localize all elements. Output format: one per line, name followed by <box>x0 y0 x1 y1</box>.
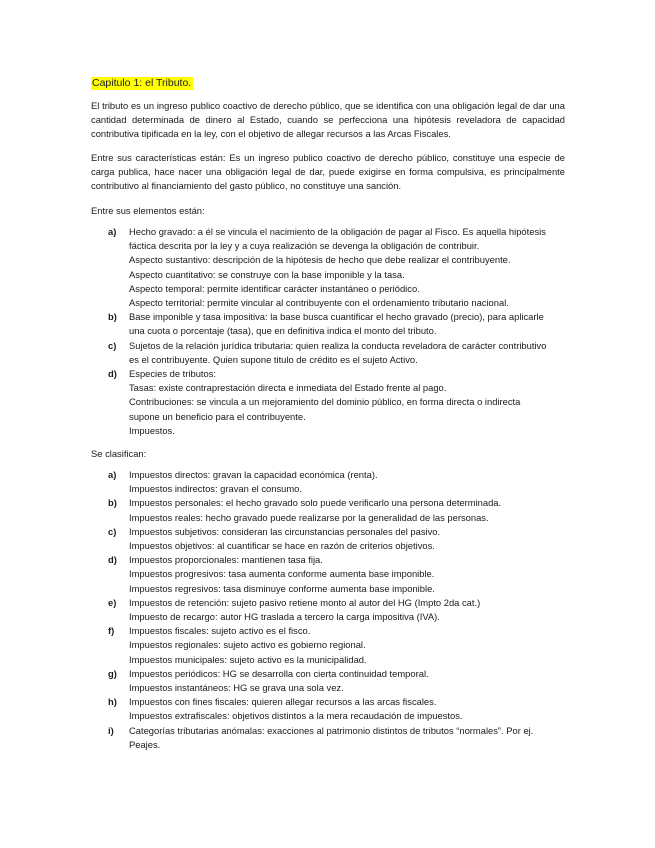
classification-item <box>91 553 565 596</box>
list-marker: a) <box>108 226 117 237</box>
list-item-line: fáctica descrita por la ley y a cuya realización se devenga la obligación de contribuir. <box>129 240 480 252</box>
elements-list <box>91 225 565 438</box>
element-item <box>91 367 565 438</box>
list-item-line: Base imponible y tasa impositiva: la base busca cuantificar el hecho gravado (precio), para aplicarle <box>129 311 544 323</box>
list-item-line: Categorías tributarias anómalas: exacciones al patrimonio distintos de tributos “normales”. Por ej. <box>129 724 534 736</box>
list-item-line: Peajes. <box>129 738 161 750</box>
classification-list <box>91 468 565 752</box>
list-item-line: Aspecto sustantivo: descripción de la hipótesis de hecho que debe realizar el contribuyente. <box>129 254 511 266</box>
list-marker: b) <box>108 497 117 509</box>
list-item-line: Contribuciones: se vincula a un mejoramiento del dominio público, en forma directa o indirecta <box>129 396 521 408</box>
list-item-line: Impuestos con fines fiscales: quieren allegar recursos a las arcas fiscales. <box>129 696 437 708</box>
list-marker: g) <box>108 667 117 679</box>
list-marker: d) <box>108 554 117 566</box>
classification-item <box>91 624 565 667</box>
classification-item <box>91 695 565 723</box>
list-marker: i) <box>108 724 114 736</box>
classification-item <box>91 525 565 553</box>
list-marker: h) <box>108 696 117 708</box>
elements-heading: Entre sus elementos están: <box>91 205 205 216</box>
list-item-line: Impuestos indirectos: gravan el consumo. <box>129 483 303 495</box>
list-marker: f) <box>108 625 115 637</box>
classification-item <box>91 596 565 624</box>
list-item-line: Aspecto temporal: permite identificar carácter instantáneo o periódico. <box>129 282 420 294</box>
list-item-line: Impuestos extrafiscales: objetivos distintos a la mera recaudación de impuestos. <box>129 710 463 722</box>
list-item-line: una cuota o porcentaje (tasa), que en definitiva indica el monto del tributo. <box>129 325 437 337</box>
classification-item <box>91 724 565 752</box>
element-item <box>91 310 565 338</box>
list-item-line: Impuestos reales: hecho gravado puede realizarse por la generalidad de las personas. <box>129 511 489 523</box>
element-item <box>91 225 565 310</box>
list-marker: a) <box>108 469 117 480</box>
list-marker: b) <box>108 311 117 323</box>
list-item-line: Impuestos progresivos: tasa aumenta conforme aumenta base imponible. <box>129 568 435 580</box>
characteristics-paragraph: Entre sus características están: Es un ingreso publico coactivo de derecho público, constituye una especie de carga publica, hace nacer una obligación legal de dar, puede exigirse en forma compulsiva, es principalmente contributivo al financiamiento del gasto público, no constituye una sanción. <box>91 152 565 191</box>
classification-item <box>91 496 565 524</box>
list-item-line: Impuestos proporcionales: mantienen tasa fija. <box>129 554 323 566</box>
list-item-line: Impuestos fiscales: sujeto activo es el fisco. <box>129 625 311 637</box>
list-item-line: Impuestos objetivos: al cuantificar se hace en razón de criterios objetivos. <box>129 540 435 552</box>
list-item-line: Tasas: existe contraprestación directa e inmediata del Estado frente al pago. <box>129 382 447 394</box>
list-item-line: Impuestos regresivos: tasa disminuye conforme aumenta base imponible. <box>129 582 435 594</box>
list-item-line: Sujetos de la relación jurídica tributaria: quien realiza la conducta reveladora de carácter contributivo <box>129 339 547 351</box>
list-item-line: Impuestos subjetivos: consideran las circunstancias personales del pasivo. <box>129 525 441 537</box>
classification-item <box>91 468 565 496</box>
list-item-line: Impuestos directos: gravan la capacidad económica (renta). <box>129 469 378 480</box>
chapter-title: Capitulo 1: el Tributo. <box>92 77 192 89</box>
list-item-line: Especies de tributos: <box>129 368 217 380</box>
list-item-line: Impuestos municipales: sujeto activo es la municipalidad. <box>129 653 367 665</box>
intro-paragraph: El tributo es un ingreso publico coactivo de derecho público, que se identifica con una obligación legal de dar una cantidad determinada de dinero al Estado, cuando se perfecciona una hipótesis reveladora de capacidad contributiva tipificada en la ley, con el objetivo de allegar recursos a las Arcas Fiscales. <box>91 100 565 139</box>
list-marker: e) <box>108 596 117 608</box>
list-item-line: Impuestos. <box>129 424 175 436</box>
list-item-line: Impuestos personales: el hecho gravado solo puede verificarlo una persona determinada. <box>129 497 502 509</box>
list-item-line: Impuesto de recargo: autor HG traslada a tercero la carga impositiva (IVA). <box>129 611 440 623</box>
list-marker: c) <box>108 339 117 351</box>
list-marker: c) <box>108 525 117 537</box>
list-item-line: Hecho gravado: a él se vincula el nacimiento de la obligación de pagar al Fisco. Es aquella hipótesis <box>129 226 546 237</box>
list-item-line: Aspecto cuantitativo: se construye con la base imponible y la tasa. <box>129 268 405 280</box>
list-item-line: es el contribuyente. Quien supone titulo de crédito es el sujeto Activo. <box>129 353 418 365</box>
list-item-line: Impuestos instantáneos: HG se grava una sola vez. <box>129 682 344 694</box>
classification-heading: Se clasifican: <box>91 448 147 459</box>
list-item-line: supone un beneficio para el contribuyente. <box>129 410 306 422</box>
list-item-line: Impuestos periódicos: HG se desarrolla con cierta continuidad temporal. <box>129 667 429 679</box>
list-item-line: Aspecto territorial: permite vincular al contribuyente con el ordenamiento tributario nacional. <box>129 297 509 309</box>
list-marker: d) <box>108 368 117 380</box>
list-item-line: Impuestos de retención: sujeto pasivo retiene monto al autor del HG (Impto 2da cat.) <box>129 596 481 608</box>
classification-item <box>91 667 565 695</box>
element-item <box>91 339 565 367</box>
list-item-line: Impuestos regionales: sujeto activo es gobierno regional. <box>129 639 366 651</box>
